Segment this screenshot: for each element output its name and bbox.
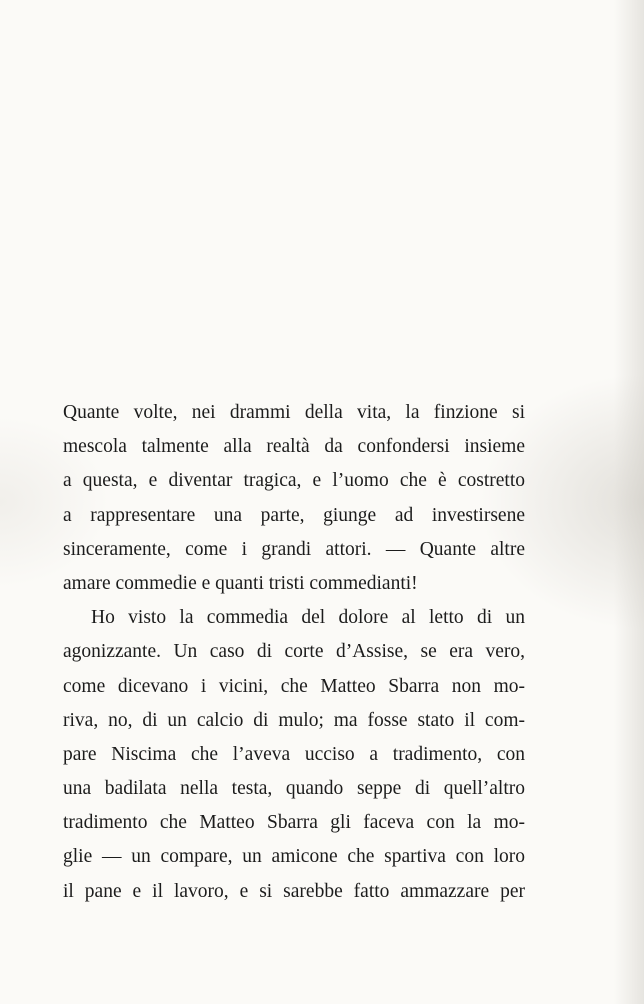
- text-line: a rappresentare una parte, giunge ad investirsene: [63, 504, 525, 526]
- paragraph-2: [63, 601, 525, 909]
- page-edge-shadow: [614, 0, 644, 1004]
- paragraph-1: [63, 396, 525, 601]
- body-text: [63, 396, 525, 909]
- text-line: a questa, e diventar tragica, e l’uomo che è costretto: [63, 470, 525, 492]
- text-line: mescola talmente alla realtà da confondersi insieme: [63, 436, 525, 458]
- text-line: tradimento che Matteo Sbarra gli faceva con la mo-: [63, 812, 525, 834]
- text-line: una badilata nella testa, quando seppe di quell’altro: [63, 778, 525, 800]
- text-line: agonizzante. Un caso di corte d’Assise, se era vero,: [63, 641, 525, 663]
- text-line: Ho visto la commedia del dolore al letto di un: [91, 607, 525, 629]
- text-line: glie — un compare, un amicone che spartiva con loro: [63, 846, 525, 868]
- text-line: amare commedie e quanti tristi commedianti!: [63, 572, 418, 594]
- text-line: Quante volte, nei drammi della vita, la finzione si: [63, 402, 525, 423]
- text-line: riva, no, di un calcio di mulo; ma fosse stato il com-: [63, 709, 525, 731]
- text-line: il pane e il lavoro, e si sarebbe fatto ammazzare per: [63, 880, 525, 902]
- text-line: pare Niscima che l’aveva ucciso a tradimento, con: [63, 743, 525, 765]
- text-line: sinceramente, come i grandi attori. — Quante altre: [63, 538, 525, 560]
- text-line: come dicevano i vicini, che Matteo Sbarra non mo-: [63, 675, 525, 697]
